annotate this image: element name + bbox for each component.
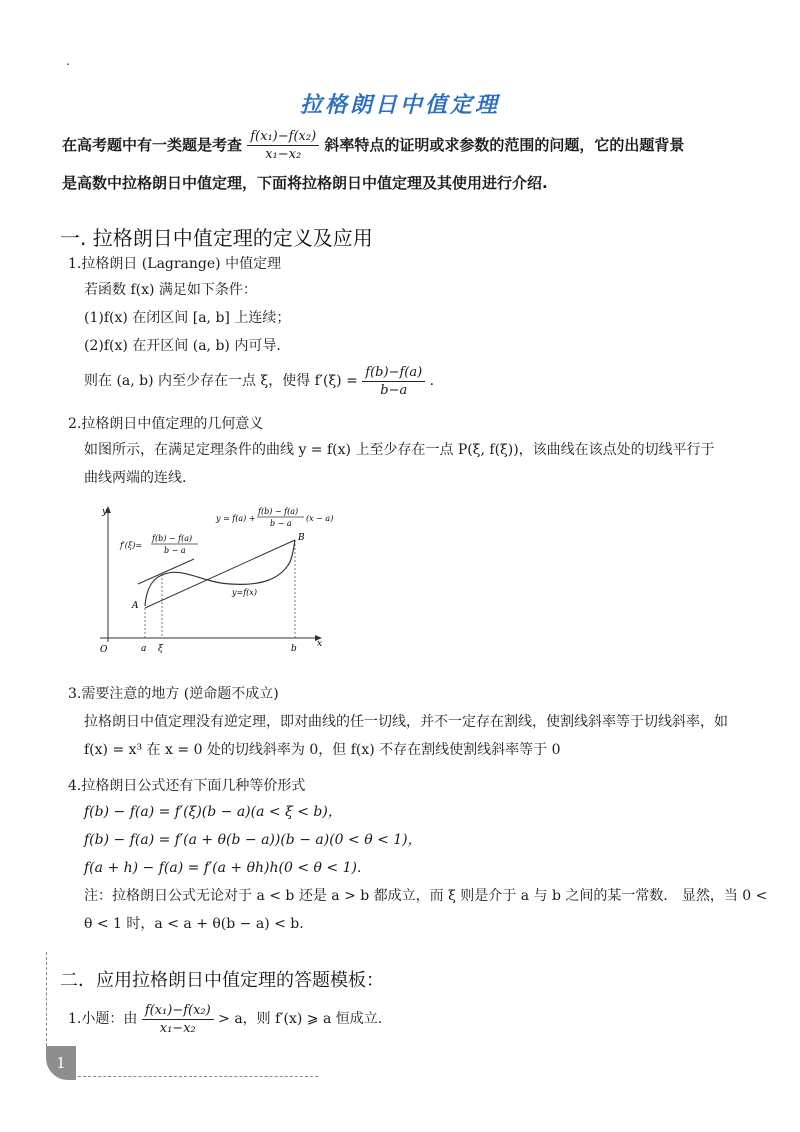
section2-fraction-denominator: x₁−x₂ bbox=[159, 1020, 196, 1036]
item1-line4-text: 则在 (a, b) 内至少存在一点 ξ，使得 f′(ξ) = bbox=[84, 373, 358, 389]
item2-line2: 曲线两端的连线. bbox=[84, 470, 187, 486]
secant-eq-num: f(b) − f(a) bbox=[258, 507, 299, 516]
page-title: 拉格朗日中值定理 bbox=[299, 93, 500, 118]
item1-line3: (2)f(x) 在开区间 (a, b) 内可导. bbox=[84, 338, 281, 354]
x-axis-label: x bbox=[317, 639, 323, 649]
frame-dashed-left bbox=[46, 952, 47, 1046]
item1-line2: (1)f(x) 在闭区间 [a, b] 上连续； bbox=[84, 310, 291, 326]
top-dot: . bbox=[66, 54, 70, 68]
intro-fraction bbox=[247, 128, 319, 163]
page-number-tab: 1 bbox=[46, 1046, 76, 1080]
section2-heading: 二．应用拉格朗日中值定理的答题模板： bbox=[60, 970, 384, 991]
tick-b-label: b bbox=[291, 644, 297, 654]
intro-text-1: 在高考题中有一类题是考查 bbox=[62, 136, 243, 154]
item1-title: 1.拉格朗日 (Lagrange) 中值定理 bbox=[68, 256, 282, 272]
secant-eq-den: b − a bbox=[270, 519, 292, 528]
section2-item1-suffix: > a，则 f′(x) ⩾ a 恒成立. bbox=[218, 1011, 383, 1027]
section2-fraction-numerator: f(x₁)−f(x₂) bbox=[142, 1002, 214, 1020]
intro-line-2: 是高数中拉格朗日中值定理，下面将拉格朗日中值定理及其使用进行介绍. bbox=[62, 174, 548, 192]
intro-line-1 bbox=[62, 128, 742, 163]
item3-title: 3.需要注意的地方 (逆命题不成立) bbox=[68, 686, 279, 702]
origin-label: O bbox=[100, 645, 108, 655]
item4-formula3: f(a + h) − f(a) = f′(a + θh)h(0 < θ < 1). bbox=[84, 860, 362, 876]
point-b-label: B bbox=[298, 533, 305, 543]
curve-label: y=f(x) bbox=[232, 588, 257, 597]
frame-dashed-bottom bbox=[78, 1076, 318, 1077]
tick-a-label: a bbox=[141, 644, 147, 654]
item4-note-line1: 注：拉格朗日公式无论对于 a < b 还是 a > b 都成立，而 ξ 则是介于 a 与 b 之间的某一常数． 显然，当 0 < bbox=[84, 888, 768, 904]
item2-line1: 如图所示，在满足定理条件的曲线 y = f(x) 上至少存在一点 P(ξ, f(ξ))，该曲线在该点处的切线平行于 bbox=[84, 442, 715, 458]
item4-formula1: f(b) − f(a) = f′(ξ)(b − a)(a < ξ < b)， bbox=[84, 804, 342, 820]
item1-line4 bbox=[84, 362, 434, 400]
tangent-line bbox=[138, 559, 194, 584]
tangent-eq-den: b − a bbox=[164, 546, 186, 555]
item2-title: 2.拉格朗日中值定理的几何意义 bbox=[68, 416, 264, 432]
section2-item1-prefix: 1.小题：由 bbox=[68, 1011, 138, 1027]
item1-line1: 若函数 f(x) 满足如下条件： bbox=[84, 282, 257, 298]
tangent-eq-num: f(b) − f(a) bbox=[152, 534, 193, 543]
item1-line4-end: . bbox=[429, 373, 435, 389]
item4-formula2: f(b) − f(a) = f′(a + θ(b − a))(b − a)(0 < θ < 1)， bbox=[84, 832, 422, 848]
item1-fraction-denominator: b−a bbox=[380, 382, 408, 398]
section1-heading: 一. 拉格朗日中值定理的定义及应用 bbox=[60, 226, 373, 250]
item3-line2: f(x) = x³ 在 x = 0 处的切线斜率为 0，但 f(x) 不存在割线使割线斜率等于 0 bbox=[84, 742, 561, 758]
item1-fraction-numerator: f(b)−f(a) bbox=[362, 364, 425, 382]
item4-note-line2: θ < 1 时，a < a + θ(b − a) < b. bbox=[84, 916, 304, 932]
item1-fraction bbox=[362, 364, 425, 399]
point-a-label: A bbox=[132, 601, 139, 611]
item4-title: 4.拉格朗日公式还有下面几种等价形式 bbox=[68, 778, 306, 794]
tangent-eq-lhs: f′(ξ)= bbox=[120, 541, 143, 550]
secant-eq-lhs: y = f(a) + bbox=[216, 514, 256, 523]
item3-line1: 拉格朗日中值定理没有逆定理，即对曲线的任一切线，并不一定存在割线，使割线斜率等于切线斜率，如 bbox=[84, 714, 728, 730]
y-axis-label: y bbox=[102, 507, 108, 517]
intro-text-2: 斜率特点的证明或求参数的范围的问题，它的出题背景 bbox=[324, 136, 685, 154]
intro-fraction-denominator: x₁−x₂ bbox=[265, 147, 302, 162]
tick-xi-label: ξ bbox=[158, 644, 163, 654]
section2-item1 bbox=[68, 1000, 382, 1038]
secant-eq-rhs: (x − a) bbox=[306, 514, 334, 523]
lagrange-figure bbox=[90, 500, 340, 665]
intro-fraction-numerator: f(x₁)−f(x₂) bbox=[247, 128, 319, 146]
section2-fraction bbox=[142, 1002, 214, 1037]
